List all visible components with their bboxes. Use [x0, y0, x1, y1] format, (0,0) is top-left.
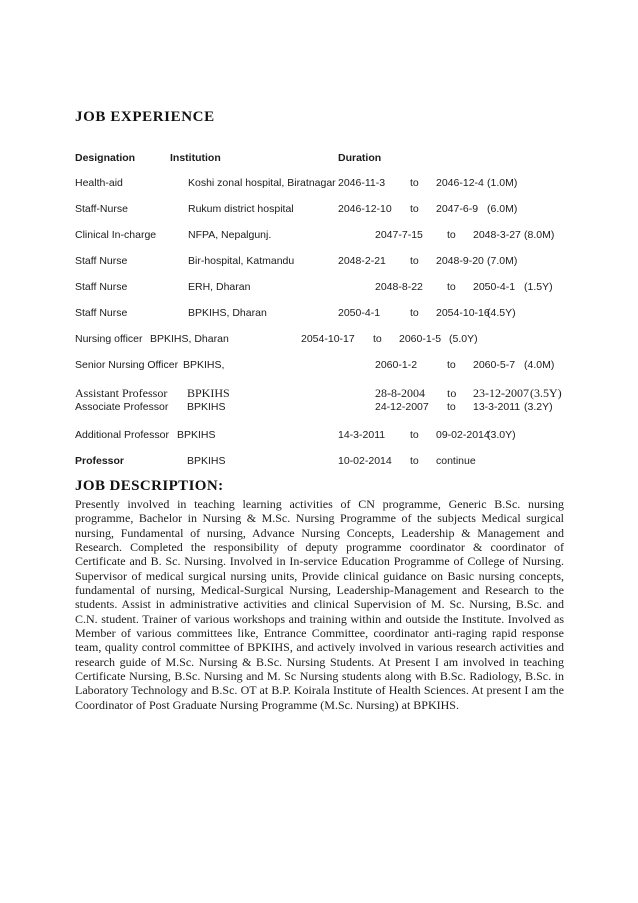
- duration-cell: [301, 333, 441, 345]
- duration-to-word: to: [410, 429, 419, 441]
- duration-cell: [375, 386, 529, 401]
- institution-cell: BPKIHS: [177, 429, 216, 441]
- designation-cell: Staff Nurse: [75, 255, 128, 267]
- duration-until: 2048-9-20: [436, 255, 484, 267]
- table-row: [75, 229, 575, 255]
- institution-cell: Rukum district hospital: [188, 203, 294, 215]
- column-header-duration: Duration: [338, 152, 382, 164]
- designation-cell: Staff-Nurse: [75, 203, 128, 215]
- institution-cell: Bir-hospital, Katmandu: [188, 255, 295, 267]
- institution-cell: BPKIHS: [187, 401, 226, 413]
- duration-until: 2047-6-9: [436, 203, 479, 215]
- duration-length-cell: (4.5Y): [487, 307, 516, 319]
- duration-length-cell: (4.0M): [524, 359, 555, 371]
- duration-from: 14-3-2011: [338, 429, 386, 441]
- duration-until: 23-12-2007: [473, 386, 529, 400]
- designation-cell: Additional Professor: [75, 429, 169, 441]
- duration-to-word: to: [410, 255, 419, 267]
- duration-cell: [338, 177, 484, 189]
- table-row: [75, 255, 575, 281]
- duration-cell: [375, 229, 521, 241]
- duration-cell: [375, 281, 515, 293]
- duration-from: 2046-12-10: [338, 203, 392, 215]
- job-description-heading: JOB DESCRIPTION:: [75, 478, 224, 494]
- duration-from: 2046-11-3: [338, 177, 386, 189]
- institution-cell: BPKIHS, Dharan: [188, 307, 267, 319]
- duration-until: 2060-1-5: [399, 333, 442, 345]
- duration-length-cell: (1.0M): [487, 177, 518, 189]
- institution-cell: Koshi zonal hospital, Biratnagar: [188, 177, 336, 189]
- job-description-paragraph: Presently involved in teaching learning activities of CN programme, Generic B.Sc. nursing programme, Bachelor in Nursing & M.Sc. Nursing Programme of the subjects Medical surgical nursing, Fundamental of nursing, Advance Nursing Concepts, Leadership & Management and Research. Completed the responsibility of deputy programme coordinator & coordinator of Certificate and B. Sc. Nursing. Involved in In-service Education Programme of College of Nursing. Supervisor of medical surgical nursing units, Provide clinical guidance on Basic nursing concepts, fundamental of nursing, Medical-Surgical Nursing, Leadership-Management and Research to the students. Assist in administrative activities and clinical Supervision of M. Sc. Nursing, B.Sc. and C.N. student. Trainer of various workshops and training within and outside the Institute. Involved as Member of various committees like, Entrance Committee, coordinator anti-raging rapid response team, quality control committee of BPKIHS, and actively involved in various research activities and research guide of M.Sc. Nursing & B.Sc. Nursing Students. At Present I am involved in teaching Certificate Nursing, B.Sc. Nursing and M. Sc Nursing students along with B.Sc. Radiology, B.Sc. in Laboratory Technology and B.Sc. OT at B.P. Koirala Institute of Health Sciences. At present I am the Coordinator of Post Graduate Nursing Programme (M.Sc. Nursing) at BPKIHS.: [75, 497, 564, 712]
- duration-from: 2060-1-2: [375, 359, 418, 371]
- designation-cell: Staff Nurse: [75, 281, 128, 293]
- duration-cell: [338, 203, 478, 215]
- table-row: [75, 359, 575, 385]
- designation-cell: Professor: [75, 455, 125, 467]
- institution-cell: BPKIHS, Dharan: [150, 333, 229, 345]
- designation-cell: Assistant Professor: [75, 386, 168, 400]
- duration-to-word: to: [410, 203, 419, 215]
- duration-cell: [338, 255, 484, 267]
- institution-cell: NFPA, Nepalgunj.: [188, 229, 272, 241]
- institution-cell: BPKIHS: [187, 455, 226, 467]
- job-experience-heading: JOB EXPERIENCE: [75, 109, 215, 125]
- duration-until: 2054-10-16: [436, 307, 490, 319]
- designation-cell: Associate Professor: [75, 401, 169, 413]
- duration-to-word: to: [447, 401, 456, 413]
- duration-from: 2050-4-1: [338, 307, 381, 319]
- duration-to-word: to: [447, 386, 457, 400]
- duration-to-word: to: [410, 177, 419, 189]
- institution-cell: ERH, Dharan: [188, 281, 251, 293]
- duration-from: 2048-2-21: [338, 255, 386, 267]
- duration-to-word: to: [447, 281, 456, 293]
- duration-length-cell: (1.5Y): [524, 281, 553, 293]
- duration-length-cell: (6.0M): [487, 203, 518, 215]
- duration-to-word: to: [373, 333, 382, 345]
- experience-table: [75, 152, 575, 481]
- column-header-institution: Institution: [170, 152, 221, 164]
- duration-from: 24-12-2007: [375, 401, 429, 413]
- duration-from: 2048-8-22: [375, 281, 423, 293]
- table-body: [75, 177, 575, 481]
- table-row: [75, 401, 575, 427]
- designation-cell: Senior Nursing Officer: [75, 359, 179, 371]
- duration-cell: [338, 429, 490, 441]
- duration-from: 28-8-2004: [375, 386, 425, 400]
- column-header-designation: Designation: [75, 152, 136, 164]
- duration-cell: [338, 307, 490, 319]
- duration-length-cell: (5.0Y): [449, 333, 478, 345]
- duration-to-word: to: [447, 359, 456, 371]
- duration-to-word: to: [410, 307, 419, 319]
- table-row: [75, 429, 575, 455]
- duration-from: 2054-10-17: [301, 333, 355, 345]
- designation-cell: Health-aid: [75, 177, 123, 189]
- table-row: [75, 177, 575, 203]
- table-header-row: [75, 152, 575, 177]
- institution-cell: BPKIHS: [187, 386, 230, 400]
- designation-cell: Nursing officer: [75, 333, 143, 345]
- table-row: [75, 281, 575, 307]
- table-row: [75, 203, 575, 229]
- duration-cell: [375, 359, 515, 371]
- duration-length-cell: (3.0Y): [487, 429, 516, 441]
- designation-cell: Staff Nurse: [75, 307, 128, 319]
- duration-length-cell: (3.5Y): [530, 386, 562, 400]
- duration-to-word: to: [447, 229, 456, 241]
- duration-until: 09-02-2014: [436, 429, 490, 441]
- duration-until: continue: [436, 455, 476, 467]
- duration-until: 2060-5-7: [473, 359, 516, 371]
- duration-length-cell: (8.0M): [524, 229, 555, 241]
- duration-length-cell: (7.0M): [487, 255, 518, 267]
- duration-until: 2046-12-4: [436, 177, 484, 189]
- duration-until: 13-3-2011: [473, 401, 521, 413]
- institution-cell: BPKIHS,: [183, 359, 225, 371]
- designation-cell: Clinical In-charge: [75, 229, 157, 241]
- duration-from: 2047-7-15: [375, 229, 423, 241]
- duration-from: 10-02-2014: [338, 455, 392, 467]
- duration-to-word: to: [410, 455, 419, 467]
- duration-length-cell: (3.2Y): [524, 401, 553, 413]
- duration-until: 2048-3-27: [473, 229, 521, 241]
- duration-until: 2050-4-1: [473, 281, 516, 293]
- duration-cell: [375, 401, 520, 413]
- table-row: [75, 307, 575, 333]
- table-row: [75, 333, 575, 359]
- duration-cell: [338, 455, 476, 467]
